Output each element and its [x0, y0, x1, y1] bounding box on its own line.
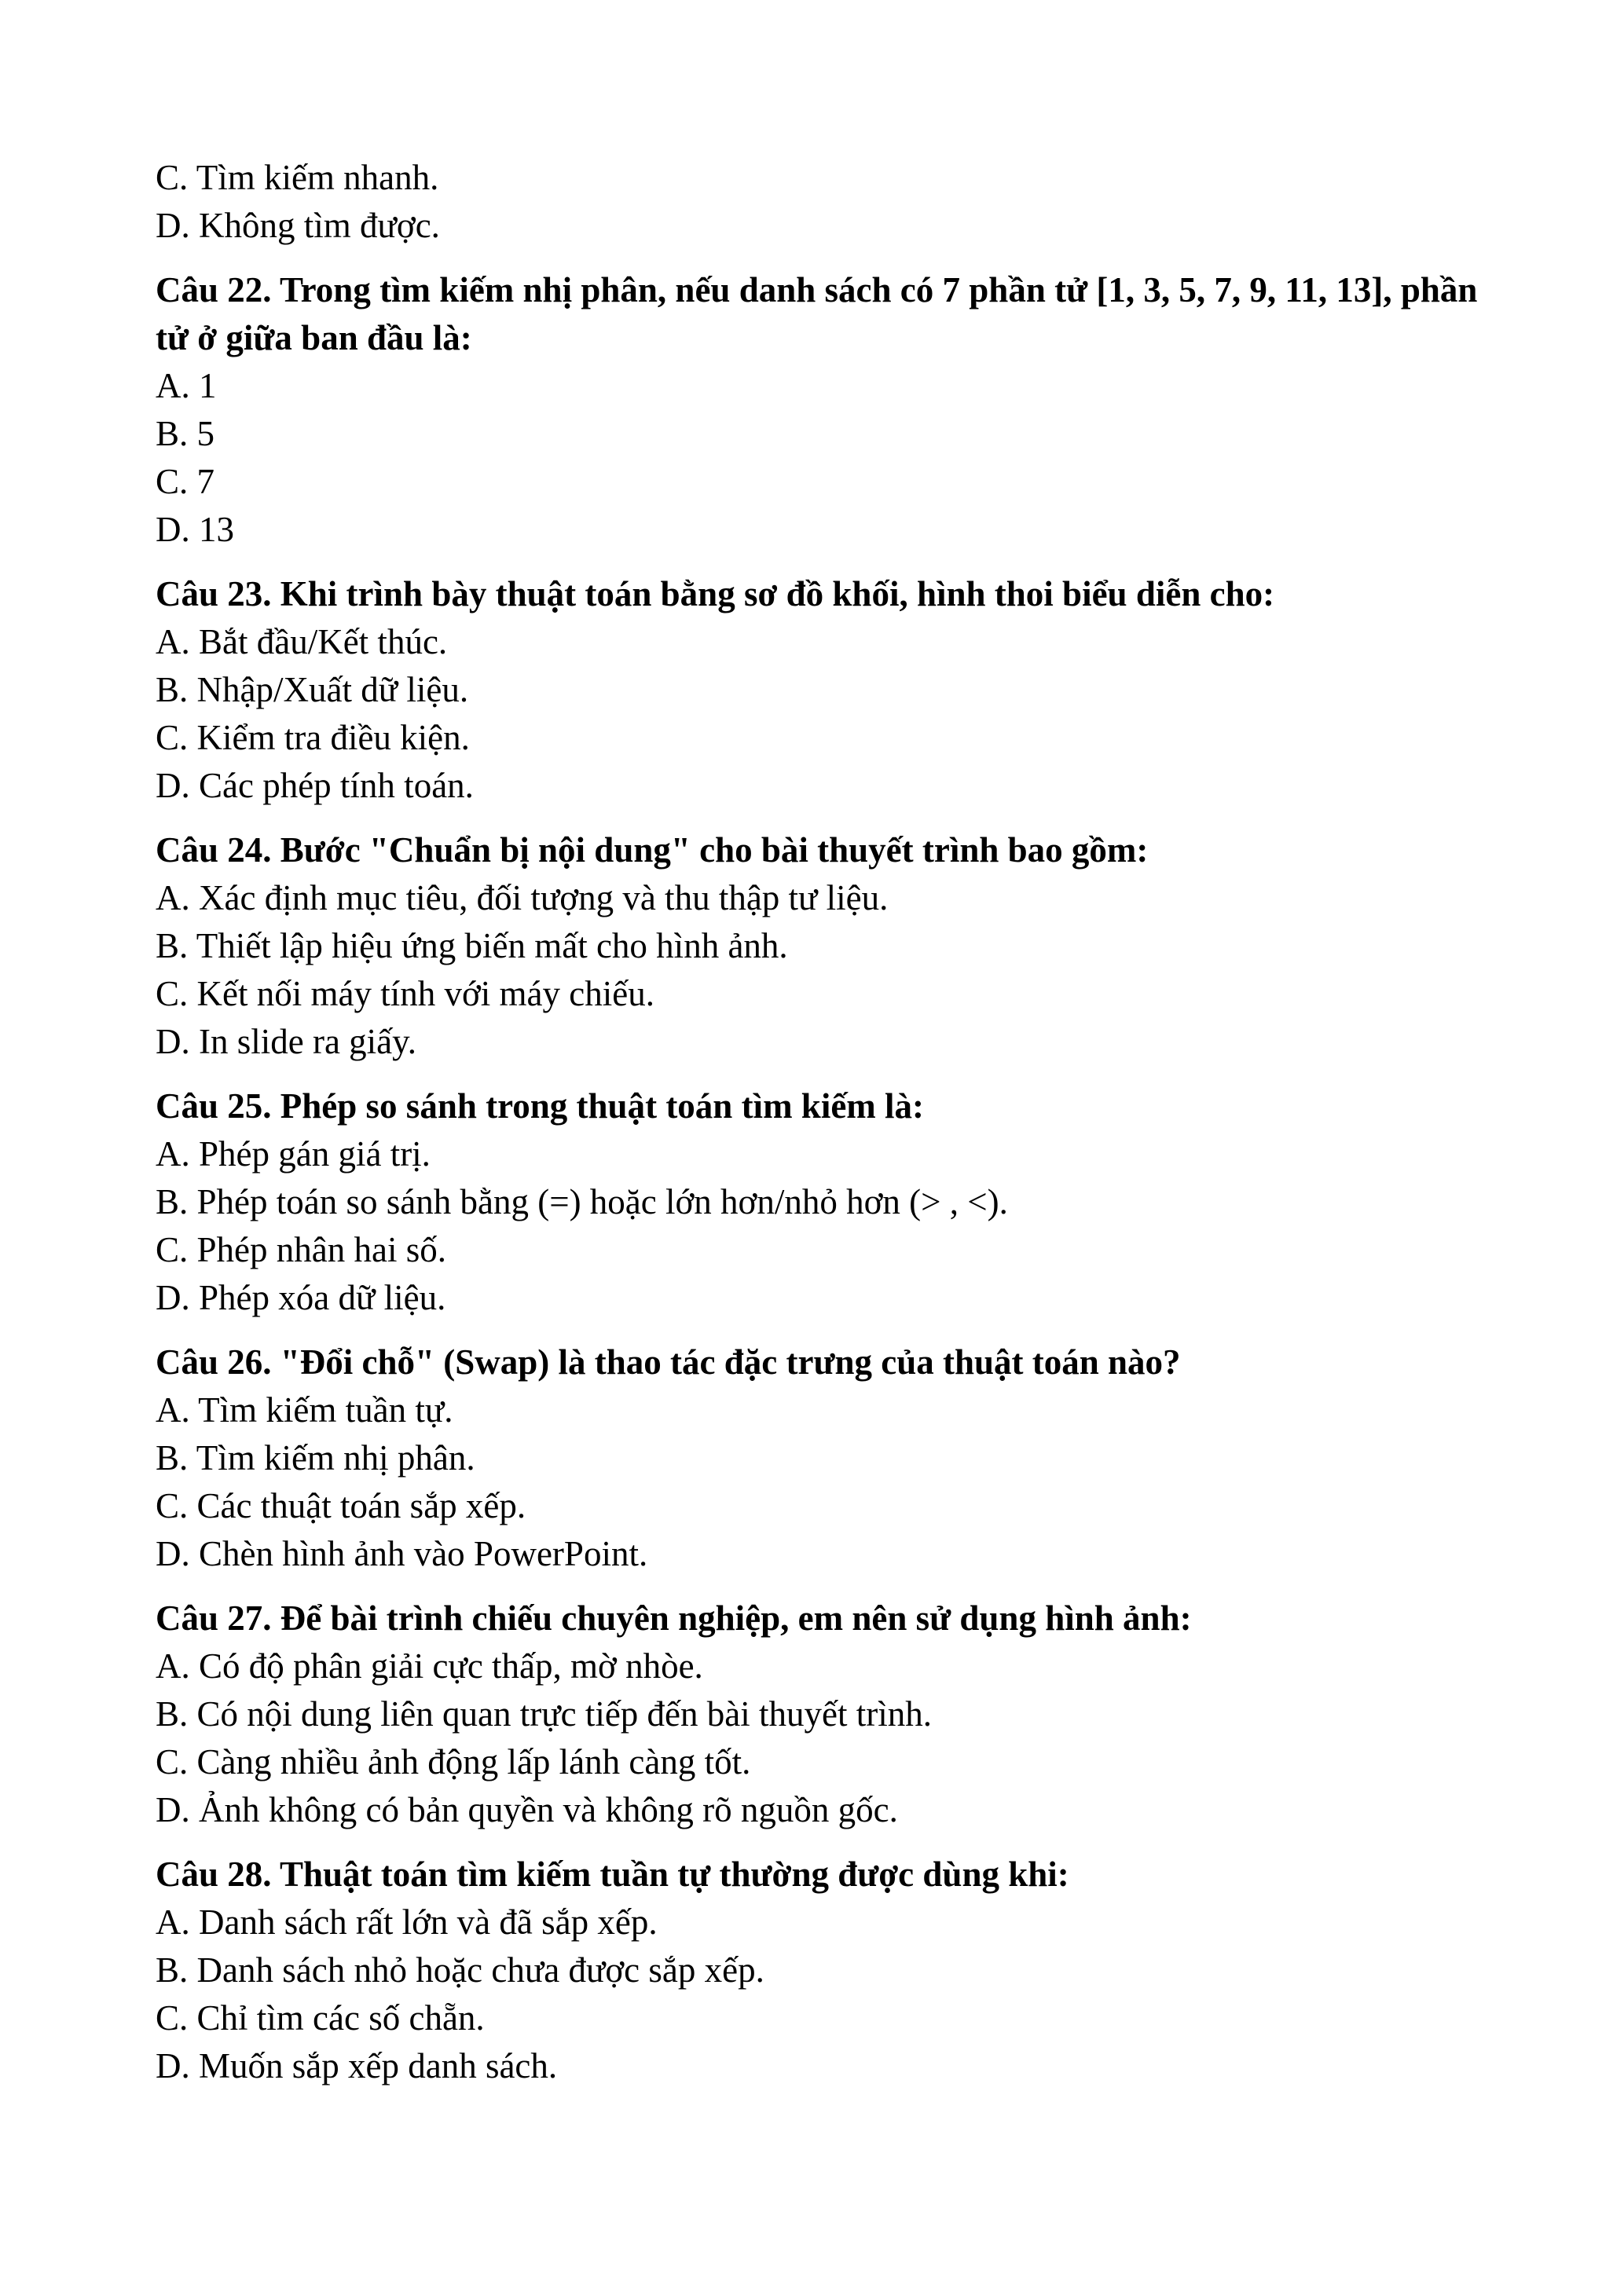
question-24 [156, 826, 1483, 1066]
option-line: A. Danh sách rất lớn và đã sắp xếp. [156, 1902, 658, 1942]
option-line: B. Danh sách nhỏ hoặc chưa được sắp xếp. [156, 1950, 764, 1990]
option-line: C. Kiểm tra điều kiện. [156, 718, 470, 757]
option-line: D. Ảnh không có bản quyền và không rõ nguồn gốc. [156, 1790, 898, 1829]
document-content [156, 154, 1483, 2090]
option-line: D. Không tìm được. [156, 206, 440, 245]
option-line: B. Có nội dung liên quan trực tiếp đến bài thuyết trình. [156, 1694, 932, 1734]
question-23 [156, 570, 1483, 810]
question-title: Câu 25. Phép so sánh trong thuật toán tìm kiếm là: [156, 1086, 925, 1126]
question-25 [156, 1082, 1483, 1322]
option-line: B. Phép toán so sánh bằng (=) hoặc lớn hơn/nhỏ hơn (> , <). [156, 1182, 1008, 1221]
option-line: D. Chèn hình ảnh vào PowerPoint. [156, 1534, 648, 1573]
option-line: C. 7 [156, 462, 215, 501]
question-title: Câu 24. Bước "Chuẩn bị nội dung" cho bài thuyết trình bao gồm: [156, 830, 1149, 870]
question-title: Câu 23. Khi trình bày thuật toán bằng sơ đồ khối, hình thoi biểu diễn cho: [156, 574, 1275, 613]
option-line: C. Chỉ tìm các số chẵn. [156, 1998, 485, 2038]
question-title: Câu 27. Để bài trình chiếu chuyên nghiệp, em nên sử dụng hình ảnh: [156, 1598, 1192, 1638]
question-27 [156, 1595, 1483, 1834]
option-line: A. Xác định mục tiêu, đối tượng và thu thập tư liệu. [156, 878, 889, 917]
question-title: Câu 28. Thuật toán tìm kiếm tuần tự thường được dùng khi: [156, 1855, 1069, 1894]
question-22 [156, 266, 1483, 554]
option-line: B. Tìm kiếm nhị phân. [156, 1438, 475, 1478]
option-line: C. Phép nhân hai số. [156, 1230, 446, 1269]
question-26 [156, 1338, 1483, 1578]
question-28 [156, 1851, 1483, 2090]
option-line: D. 13 [156, 510, 234, 549]
option-line: C. Tìm kiếm nhanh. [156, 158, 439, 197]
option-line: A. Có độ phân giải cực thấp, mờ nhòe. [156, 1646, 703, 1686]
option-line: D. In slide ra giấy. [156, 1022, 416, 1061]
option-line: A. Phép gán giá trị. [156, 1134, 431, 1174]
question-title: Câu 22. Trong tìm kiếm nhị phân, nếu danh sách có 7 phần tử [1, 3, 5, 7, 9, 11, 13], phần tử ở giữa ban đầu là: [156, 270, 1478, 357]
option-line: B. 5 [156, 414, 215, 453]
option-line: C. Càng nhiều ảnh động lấp lánh càng tốt. [156, 1742, 751, 1782]
question-title: Câu 26. "Đổi chỗ" (Swap) là thao tác đặc trưng của thuật toán nào? [156, 1342, 1181, 1382]
option-line: A. 1 [156, 366, 217, 405]
option-line: D. Các phép tính toán. [156, 766, 474, 805]
option-line: B. Nhập/Xuất dữ liệu. [156, 670, 469, 709]
option-line: B. Thiết lập hiệu ứng biến mất cho hình ảnh. [156, 926, 788, 965]
leading-options [156, 154, 1483, 250]
option-line: A. Tìm kiếm tuần tự. [156, 1390, 453, 1430]
option-line: A. Bắt đầu/Kết thúc. [156, 622, 448, 661]
option-line: D. Phép xóa dữ liệu. [156, 1278, 446, 1317]
option-line: C. Các thuật toán sắp xếp. [156, 1486, 526, 1525]
option-line: D. Muốn sắp xếp danh sách. [156, 2046, 558, 2085]
option-line: C. Kết nối máy tính với máy chiếu. [156, 974, 654, 1013]
